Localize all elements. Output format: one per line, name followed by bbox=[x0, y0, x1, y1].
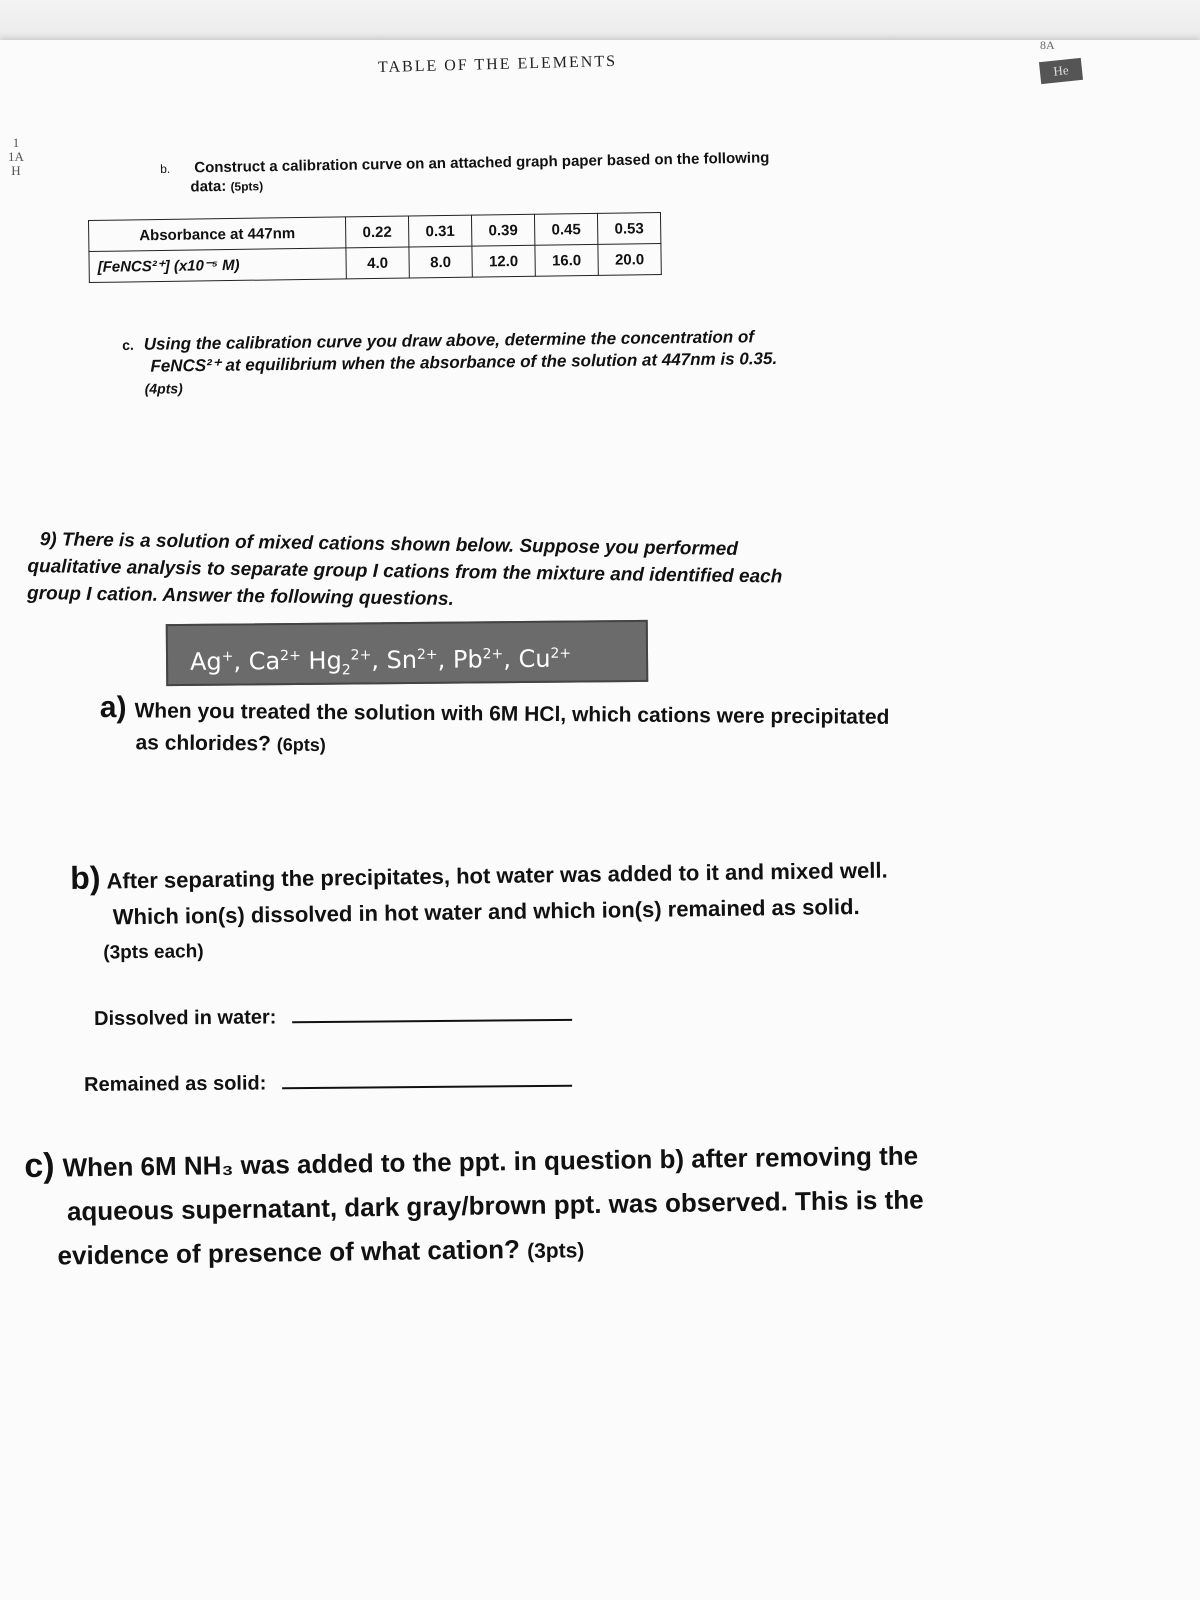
question-c-label: c. bbox=[122, 336, 134, 353]
question-c-line1: Using the calibration curve you draw above, determine the concentration of bbox=[143, 327, 755, 354]
table-cell: 0.39 bbox=[471, 214, 534, 246]
table-cell: 8.0 bbox=[409, 246, 472, 278]
helium-cell: He bbox=[1039, 58, 1083, 84]
part-b-label: b) bbox=[70, 859, 101, 896]
part-a-line1: When you treated the solution with 6M HCl, which cations were precipitated bbox=[134, 699, 890, 729]
mixed-cations-box: Ag+, $Ca^{2+}$ $Hg_2^{2+}$, $Sn^{2+}$, $Pb^{2+}$, $Cu^{2+}$ bbox=[166, 620, 649, 686]
question-9 bbox=[27, 526, 1078, 622]
cation-ca: Ca bbox=[248, 647, 281, 676]
question-b bbox=[160, 149, 770, 196]
periodic-table-title: TABLE OF THE ELEMENTS bbox=[377, 52, 618, 77]
question-b-points: (5pts) bbox=[230, 179, 264, 194]
remained-label: Remained as solid: bbox=[84, 1072, 267, 1096]
cation-sn-charge: 2+ bbox=[416, 646, 438, 663]
question-b-line1: Construct a calibration curve on an attached graph paper based on the following bbox=[194, 149, 770, 177]
table-header-concentration: [FeNCS²⁺] (x10⁻⁵ M) bbox=[89, 248, 346, 283]
periodic-margin-labels bbox=[8, 136, 24, 178]
question-9-line3: group I cation. Answer the following questions. bbox=[26, 582, 454, 610]
table-cell: 0.22 bbox=[345, 216, 408, 248]
part-c-line2: aqueous supernatant, dark gray/brown ppt. was observed. This is the bbox=[66, 1184, 924, 1227]
table-cell: 0.31 bbox=[408, 215, 471, 247]
table-header-absorbance: Absorbance at 447nm bbox=[89, 217, 346, 252]
table-row-concentration bbox=[89, 244, 661, 283]
part-b-points: (3pts each) bbox=[103, 941, 204, 964]
question-c-line2: FeNCS²⁺ at equilibrium when the absorbance of the solution at 447nm is 0.35. bbox=[150, 348, 778, 376]
cation-cu-charge: 2+ bbox=[550, 645, 572, 662]
question-b-line2: data: bbox=[190, 177, 227, 196]
table-cell: 0.45 bbox=[534, 213, 597, 245]
calibration-data-table bbox=[88, 212, 662, 283]
question-9-line1: 9) There is a solution of mixed cations shown below. Suppose you performed bbox=[39, 529, 739, 560]
part-c-line3: evidence of presence of what cation? bbox=[57, 1234, 521, 1271]
table-cell: 4.0 bbox=[346, 247, 409, 279]
dissolved-answer-blank[interactable] bbox=[292, 1019, 572, 1023]
cation-hg-subscript: 2 bbox=[341, 662, 351, 679]
part-a-points: (6pts) bbox=[276, 734, 326, 755]
part-c-label: c) bbox=[24, 1146, 55, 1185]
part-a-label: a) bbox=[99, 691, 127, 725]
cation-hg: Hg bbox=[308, 646, 342, 675]
worksheet-page bbox=[0, 40, 1200, 1600]
question-b-label: b. bbox=[160, 161, 171, 176]
part-b-line1: After separating the precipitates, hot water was added to it and mixed well. bbox=[106, 857, 888, 894]
table-cell: 16.0 bbox=[535, 244, 598, 276]
remained-answer-row bbox=[84, 1070, 572, 1097]
remained-answer-blank[interactable] bbox=[282, 1085, 572, 1090]
dissolved-answer-row bbox=[94, 1004, 572, 1031]
cation-ag-charge: + bbox=[221, 648, 234, 665]
margin-label-group: 1A bbox=[8, 149, 24, 164]
group-8a-label: 8A bbox=[1040, 38, 1055, 52]
table-cell: 12.0 bbox=[472, 245, 535, 277]
dissolved-label: Dissolved in water: bbox=[94, 1006, 277, 1030]
cation-pb-charge: 2+ bbox=[482, 646, 504, 663]
cation-ca-charge: 2+ bbox=[280, 647, 301, 665]
margin-label-period: 1 bbox=[12, 135, 20, 150]
cation-ag: Ag bbox=[189, 647, 222, 676]
table-cell: 20.0 bbox=[598, 244, 661, 276]
question-9-line2: qualitative analysis to separate group I cations from the mixture and identified each bbox=[27, 555, 783, 588]
part-a bbox=[99, 692, 889, 766]
cation-pb: Pb bbox=[452, 645, 483, 674]
question-c-points: (4pts) bbox=[144, 380, 183, 397]
question-c bbox=[122, 326, 778, 400]
cation-hg-charge: 2+ bbox=[350, 647, 372, 664]
cation-sn: Sn bbox=[386, 645, 418, 675]
margin-label-hydrogen: H bbox=[11, 163, 21, 178]
part-b-line2: Which ion(s) dissolved in hot water and which ion(s) remained as solid. bbox=[112, 893, 860, 930]
table-cell: 0.53 bbox=[597, 213, 660, 245]
part-b bbox=[70, 849, 889, 972]
cation-cu: Cu bbox=[518, 644, 551, 674]
part-c-points: (3pts) bbox=[526, 1239, 585, 1263]
part-a-line2: as chlorides? bbox=[135, 731, 272, 756]
part-c bbox=[24, 1131, 925, 1281]
part-c-line1: When 6M NH₃ was added to the ppt. in question b) after removing the bbox=[62, 1140, 919, 1183]
